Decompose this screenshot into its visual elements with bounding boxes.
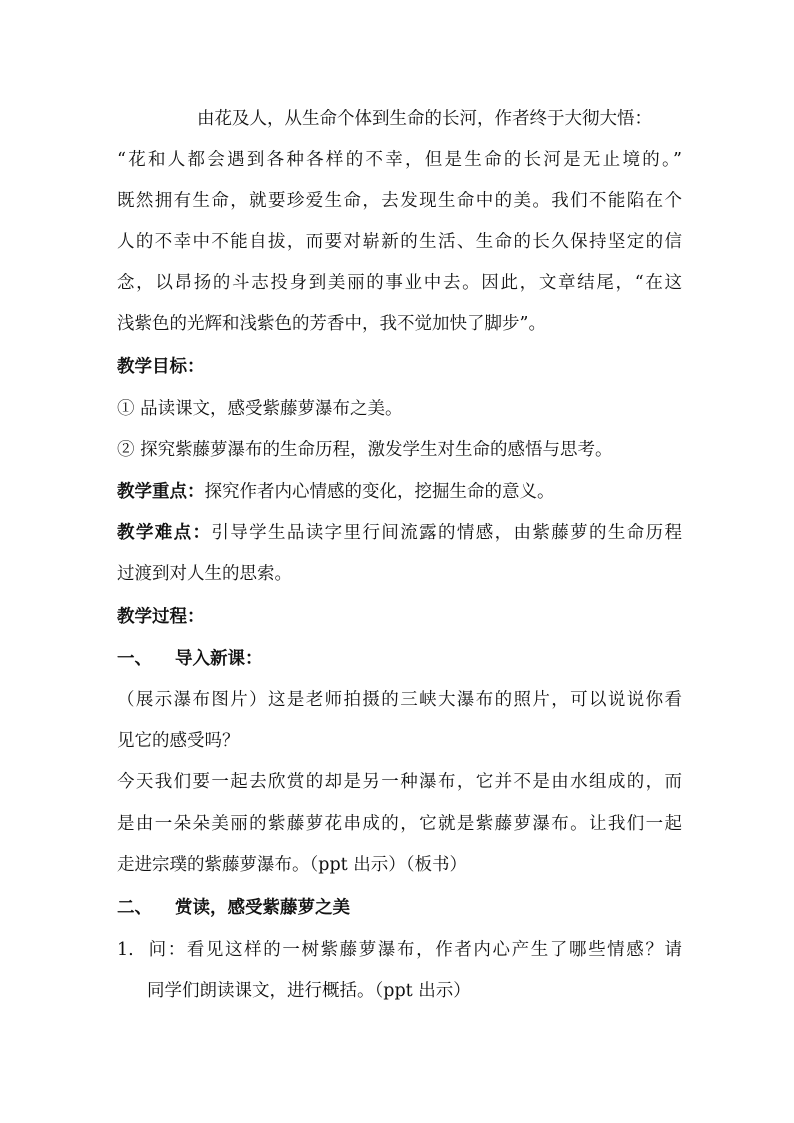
section-1-title: 导入新课： — [175, 649, 263, 669]
section-1-line: 走进宗璞的紫藤萝瀑布。（ppt 出示）（板书） — [117, 855, 467, 875]
paragraph-line: 人的不幸中不能自拔，而要对崭新的生活、生命的长久保持坚定的信 — [117, 232, 682, 252]
section-2-heading — [117, 896, 682, 920]
paragraph-line: 念，以昂扬的斗志投身到美丽的事业中去。因此，文章结尾，“在这 — [117, 273, 682, 293]
goal-item: ② 探究紫藤萝瀑布的生命历程，激发学生对生命的感悟与思考。 — [117, 440, 613, 460]
difficulty-label: 教学难点： — [117, 523, 212, 543]
question-text-continued: 同学们朗读课文，进行概括。（ppt 出示） — [147, 981, 471, 1001]
difficulty-text-continued: 过渡到对人生的思索。 — [117, 564, 292, 584]
question-text: 问：看见这样的一树紫藤萝瀑布，作者内心产生了哪些情感？请 — [147, 940, 682, 960]
section-2-number: 二、 — [117, 898, 152, 918]
key-point-label: 教学重点： — [117, 482, 205, 502]
section-1-number: 一、 — [117, 649, 152, 669]
paragraph-line: 由花及人，从生命个体到生命的长河，作者终于大彻大悟： — [197, 109, 652, 129]
question-number: 1. — [117, 940, 134, 960]
key-point — [117, 480, 682, 504]
goals-heading: 教学目标： — [117, 357, 205, 377]
section-1-line: 见它的感受吗？ — [117, 731, 240, 751]
section-2-question — [117, 938, 682, 962]
difficulty-text: 引导学生品读字里行间流露的情感，由紫藤萝的生命历程 — [211, 523, 683, 543]
section-1-heading — [117, 647, 682, 671]
paragraph-line: 既然拥有生命，就要珍爱生命，去发现生命中的美。我们不能陷在个 — [117, 191, 682, 211]
paragraph-line: 浅紫色的光辉和浅紫色的芳香中，我不觉加快了脚步”。 — [117, 314, 546, 334]
paragraph-line: “花和人都会遇到各种各样的不幸，但是生命的长河是无止境的。” — [117, 150, 682, 170]
difficulty — [117, 521, 682, 545]
section-1-line: 今天我们要一起去欣赏的却是另一种瀑布，它并不是由水组成的，而 — [117, 772, 682, 792]
section-1-line: （展示瀑布图片）这是老师拍摄的三峡大瀑布的照片，可以说说你看 — [117, 690, 682, 710]
process-heading: 教学过程： — [117, 607, 205, 627]
goal-item: ① 品读课文，感受紫藤萝瀑布之美。 — [117, 399, 403, 419]
section-2-title: 赏读，感受紫藤萝之美 — [175, 898, 350, 918]
section-1-line: 是由一朵朵美丽的紫藤萝花串成的，它就是紫藤萝瀑布。让我们一起 — [117, 814, 682, 834]
key-point-text: 探究作者内心情感的变化，挖掘生命的意义。 — [204, 482, 555, 502]
